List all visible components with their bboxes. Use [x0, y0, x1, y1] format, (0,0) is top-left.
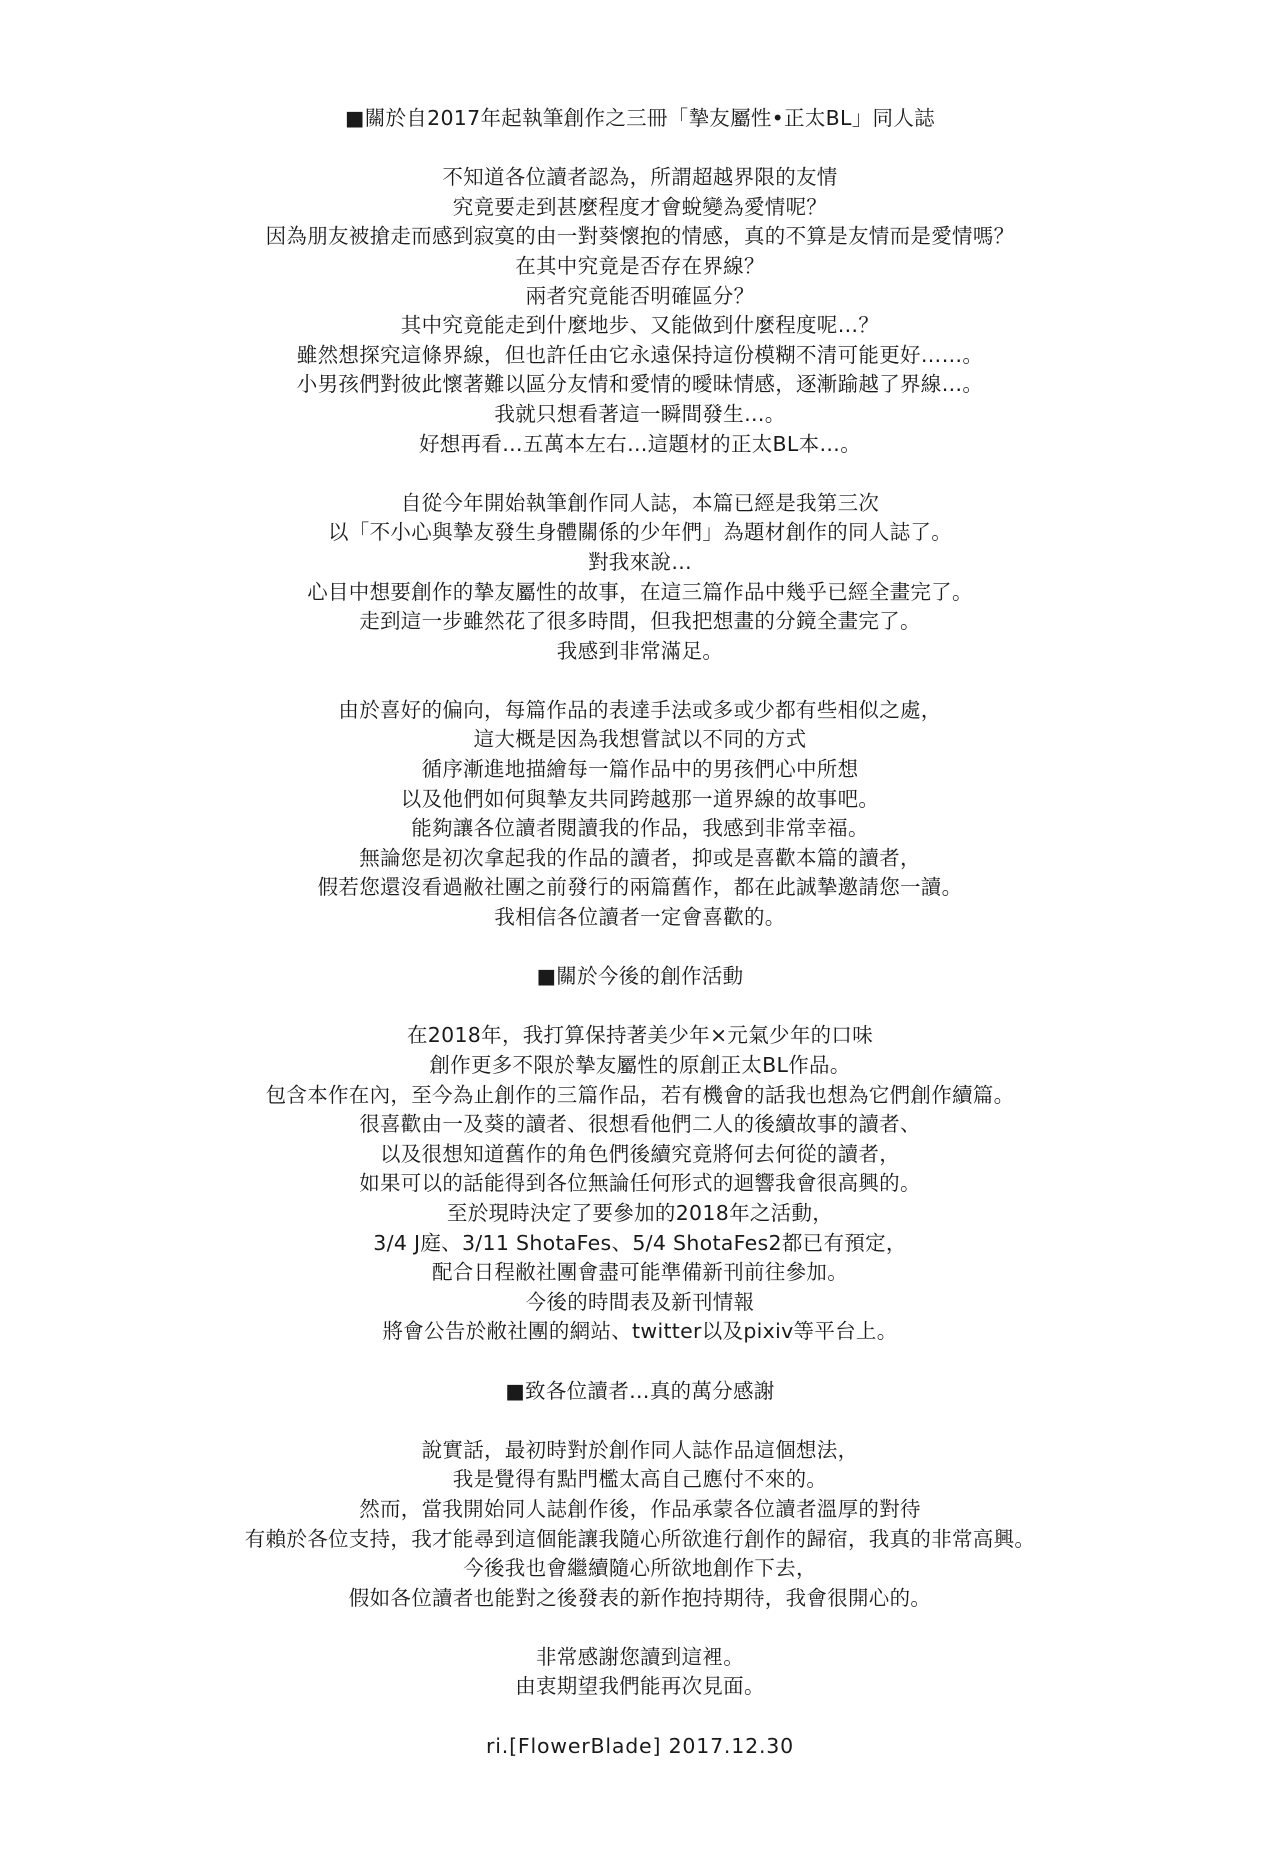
- text-line: 將會公告於敝社團的網站、twitter以及pixiv等平台上。: [382, 1319, 898, 1344]
- text-line: 走到這一步雖然花了很多時間，但我把想畫的分鏡全畫完了。: [359, 609, 921, 634]
- paragraph: [0, 1436, 1280, 1614]
- text-line: 雖然想探究這條界線，但也許任由它永遠保持這份模糊不清可能更好……。: [296, 342, 984, 367]
- text-line: 我是覺得有點門檻太高自己應付不來的。: [452, 1467, 828, 1492]
- text-line: 由於喜好的偏向，每篇作品的表達手法或多或少都有些相似之處，: [338, 697, 942, 722]
- text-line: 假若您還沒看過敝社團之前發行的兩篇舊作，都在此誠摯邀請您一讀。: [317, 875, 963, 900]
- text-line: 說實話，最初時對於創作同人誌作品這個想法，: [421, 1437, 859, 1462]
- section-gap: [0, 1702, 1280, 1732]
- text-line: 然而，當我開始同人誌創作後，作品承蒙各位讀者溫厚的對待: [359, 1496, 921, 1521]
- section-gap: [0, 1347, 1280, 1377]
- text-line: 我就只想看著這一瞬間發生…。: [494, 401, 786, 426]
- text-line: 很喜歡由一及葵的讀者、很想看他們二人的後續故事的讀者、: [359, 1112, 921, 1137]
- text-line: 因為朋友被搶走而感到寂寞的由一對葵懷抱的情感，真的不算是友情而是愛情嗎？: [265, 224, 1015, 249]
- paragraph-gap: [0, 1613, 1280, 1643]
- paragraph: [0, 163, 1280, 459]
- paragraph-gap: [0, 666, 1280, 696]
- section-future-activities: [0, 962, 1280, 1347]
- paragraph-gap: [0, 1406, 1280, 1436]
- text-line: 自從今年開始執筆創作同人誌，本篇已經是我第三次: [400, 490, 880, 515]
- section-doujinshi-series: [0, 104, 1280, 933]
- text-line: 以及很想知道舊作的角色們後續究竟將何去何從的讀者，: [380, 1141, 900, 1166]
- signature: ri.[FlowerBlade] 2017.12.30: [486, 1733, 794, 1758]
- text-line: 至於現時決定了要參加的2018年之活動，: [446, 1200, 834, 1225]
- text-line: 非常感謝您讀到這裡。: [536, 1644, 744, 1669]
- text-line: 好想再看…五萬本左右…這題材的正太BL本…。: [418, 431, 862, 456]
- paragraph-gap: [0, 459, 1280, 489]
- section-gap: [0, 933, 1280, 963]
- text-line: 我相信各位讀者一定會喜歡的。: [494, 905, 786, 930]
- text-line: 配合日程敝社團會盡可能準備新刊前往參加。: [432, 1260, 848, 1285]
- text-line: 無論您是初次拿起我的作品的讀者，抑或是喜歡本篇的讀者，: [359, 845, 921, 870]
- text-line: 3/4 J庭、3/11 ShotaFes、5/4 ShotaFes2都已有預定，: [373, 1230, 907, 1255]
- text-line: 究竟要走到甚麼程度才會蛻變為愛情呢？: [452, 194, 828, 219]
- paragraph: [0, 696, 1280, 933]
- section-heading: ■關於自2017年起執筆創作之三冊「摯友屬性•正太BL」同人誌: [345, 106, 935, 130]
- paragraph-gap: [0, 134, 1280, 164]
- text-line: 在2018年，我打算保持著美少年×元氣少年的口味: [406, 1023, 874, 1048]
- text-line: 有賴於各位支持，我才能尋到這個能讓我隨心所欲進行創作的歸宿，我真的非常高興。: [244, 1526, 1036, 1551]
- text-line: 我感到非常滿足。: [556, 638, 724, 663]
- text-line: 能夠讓各位讀者閱讀我的作品，我感到非常幸福。: [411, 816, 869, 841]
- section-heading: ■關於今後的創作活動: [536, 964, 744, 989]
- paragraph-gap: [0, 992, 1280, 1022]
- text-line: 兩者究竟能否明確區分？: [525, 283, 755, 308]
- text-line: 以及他們如何與摯友共同跨越那一道界線的故事吧。: [400, 786, 880, 811]
- text-line: 包含本作在內，至今為止創作的三篇作品，若有機會的話我也想為它們創作續篇。: [265, 1082, 1015, 1107]
- section-thanks: [0, 1377, 1280, 1703]
- text-line: 對我來說…: [588, 549, 692, 574]
- text-line: 由衷期望我們能再次見面。: [515, 1674, 765, 1699]
- text-line: 其中究竟能走到什麼地步、又能做到什麼程度呢…？: [400, 313, 880, 338]
- paragraph: [0, 1643, 1280, 1702]
- text-line: 今後我也會繼續隨心所欲地創作下去，: [463, 1556, 817, 1581]
- text-line: 創作更多不限於摯友屬性的原創正太BL作品。: [429, 1053, 851, 1077]
- paragraph: [0, 489, 1280, 667]
- text-line: 在其中究竟是否存在界線？: [515, 253, 765, 278]
- text-line: 假如各位讀者也能對之後發表的新作抱持期待，我會很開心的。: [348, 1585, 932, 1610]
- text-line: 心目中想要創作的摯友屬性的故事，在這三篇作品中幾乎已經全畫完了。: [307, 579, 973, 604]
- afterword-page: [0, 104, 1280, 1761]
- text-line: 循序漸進地描繪每一篇作品中的男孩們心中所想: [421, 757, 859, 782]
- text-line: 小男孩們對彼此懷著難以區分友情和愛情的曖昧情感，逐漸踰越了界線…。: [296, 372, 984, 397]
- text-line: 不知道各位讀者認為，所謂超越界限的友情: [442, 165, 838, 190]
- text-line: 如果可以的話能得到各位無論任何形式的迴響我會很高興的。: [359, 1171, 921, 1196]
- text-line: 這大概是因為我想嘗試以不同的方式: [473, 727, 807, 752]
- section-heading: ■致各位讀者…真的萬分感謝: [505, 1378, 775, 1403]
- paragraph: [0, 1021, 1280, 1347]
- text-line: 今後的時間表及新刊情報: [525, 1289, 755, 1314]
- text-line: 以「不小心與摯友發生身體關係的少年們」為題材創作的同人誌了。: [328, 520, 952, 545]
